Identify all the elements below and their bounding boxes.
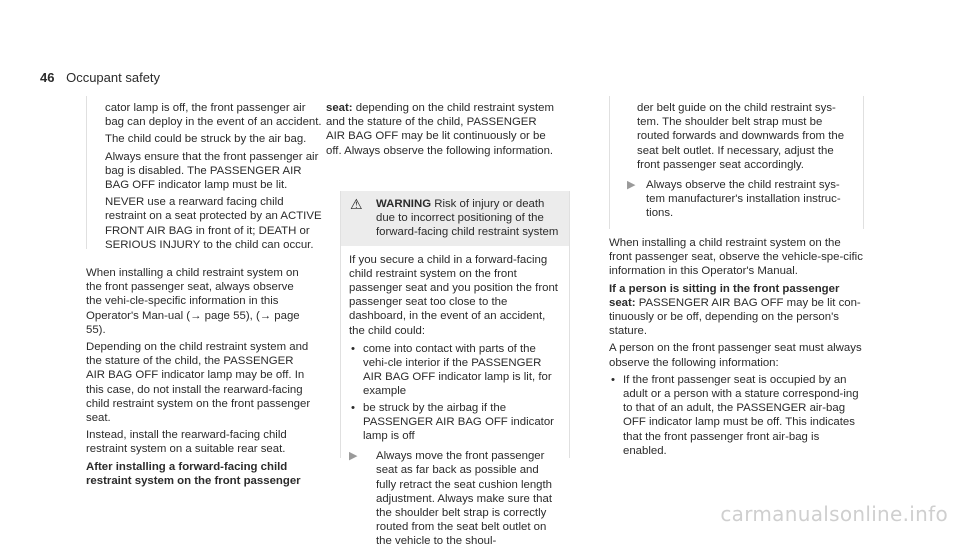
paragraph <box>609 282 865 339</box>
box-paragraph: der belt guide on the child restraint sys-tem. The shoulder belt strap must be routed forwards and downwards from the seat belt outlet. If necessary, adjust the front passenger seat accordingly. <box>637 102 845 171</box>
paragraph-text: PASSENGER AIR BAG OFF may be lit con-tinuously or be off, depending on the person's stature. <box>609 296 861 338</box>
list-item: • come into contact with parts of the vehi-cle interior if the PASSENGER AIR BAG OFF indicator lamp is lit, for example <box>351 342 552 398</box>
warning-box <box>340 191 569 548</box>
column-1-box <box>105 101 325 255</box>
tip-arrow-icon: ▶ <box>349 450 358 463</box>
paragraph: When installing a child restraint system on the front passenger seat, observe the vehicle-spe-cific information in this Operator's Manual. <box>609 237 863 278</box>
list-item: • be struck by the airbag if the PASSENGER AIR BAG OFF indicator lamp is off <box>351 401 554 443</box>
paragraph: Depending on the child restraint system and the stature of the child, the PASSENGER AIR BAG OFF indicator lamp may be off. In this case, do not install the rearward-facing child restraint system on the front passenger seat. <box>86 341 311 425</box>
tip <box>609 178 863 221</box>
bullet-icon: • <box>351 342 355 355</box>
warning-label: WARNING <box>376 198 432 210</box>
page-header <box>40 70 160 86</box>
section-title: Occupant safety <box>66 70 161 85</box>
warning-right-rule <box>569 191 570 458</box>
page-number: 46 <box>40 70 55 85</box>
continued-left-rule <box>609 96 610 229</box>
tip-arrow-icon: ▶ <box>627 179 636 192</box>
continued-box <box>609 96 863 229</box>
warning-triangle-icon: ⚠ <box>350 196 363 212</box>
warning-text <box>376 197 559 240</box>
warning-header <box>340 191 569 246</box>
warning-body: If you secure a child in a forward-facing child restraint system on the front passenger seat and you position the front passenger seat too close to the dashboard, in the event of an accident, the child could: <box>349 253 558 337</box>
warning-content <box>340 253 569 549</box>
info-bullets <box>609 373 865 458</box>
subheading: If a person is sitting in the front passenger seat: <box>609 282 840 309</box>
paragraph: A person on the front passenger seat must always observe the following information: <box>609 342 862 369</box>
paragraph-text: depending on the child restraint system and the stature of the child, PASSENGER AIR BAG OFF may be lit continuously or be off. Always observe the following information. <box>326 102 554 157</box>
tip-text: Always move the front passenger seat as far back as possible and fully retract the seat cushion length adjustment. Always make sure that the shoulder belt strap is correctly routed from the seat belt outlet on the vehicle to the shoul- <box>376 450 553 548</box>
tip <box>349 449 561 548</box>
paragraph <box>326 101 556 158</box>
subheading: After installing a forward-facing child restraint system on the front passenger <box>86 460 301 487</box>
warning-left-rule <box>340 191 341 458</box>
paragraph: Instead, install the rearward-facing child restraint system on a suitable rear seat. <box>86 429 287 456</box>
subheading-continued: seat: <box>326 102 353 114</box>
watermark: carmanualsonline.info <box>720 502 948 526</box>
column-1-text <box>86 266 312 491</box>
bullet-icon: • <box>351 401 355 414</box>
box-paragraph: Always ensure that the front passenger air bag is disabled. The PASSENGER AIR BAG OFF indicator lamp must be lit. <box>105 150 319 192</box>
tip-text: Always observe the child restraint sys-tem manufacturer's installation instruc-tions. <box>646 179 841 220</box>
warning-bullets <box>349 342 561 443</box>
continued-content <box>609 96 863 172</box>
column-3-text <box>609 236 865 462</box>
list-item: • If the front passenger seat is occupied by an adult or a person with a stature correspond-ing to that of an adult, the PASSENGER air-bag OFF indicator lamp must be off. This indicates that the front passenger front air-bag is enabled. <box>611 373 859 457</box>
box-paragraph: NEVER use a rearward facing child restraint on a seat protected by an ACTIVE FRONT AIR BAG in front of it; DEATH or SERIOUS INJURY to the child can occur. <box>105 196 322 251</box>
box-paragraph: cator lamp is off, the front passenger air bag can deploy in the event of an accident. <box>105 102 322 129</box>
paragraph: When installing a child restraint system on the front passenger seat, always observe the vehi-cle-specific information in this Operator's Man-ual (→ page 55), (→ page 55). <box>86 267 300 336</box>
box-paragraph: The child could be struck by the air bag. <box>105 133 307 146</box>
warning-message: Risk of injury or death due to incorrect positioning of the forward-facing child restraint system <box>376 198 559 239</box>
bullet-icon: • <box>611 373 615 386</box>
box-left-rule <box>86 96 87 249</box>
continued-right-rule <box>863 96 864 229</box>
column-2-intro <box>326 101 556 161</box>
